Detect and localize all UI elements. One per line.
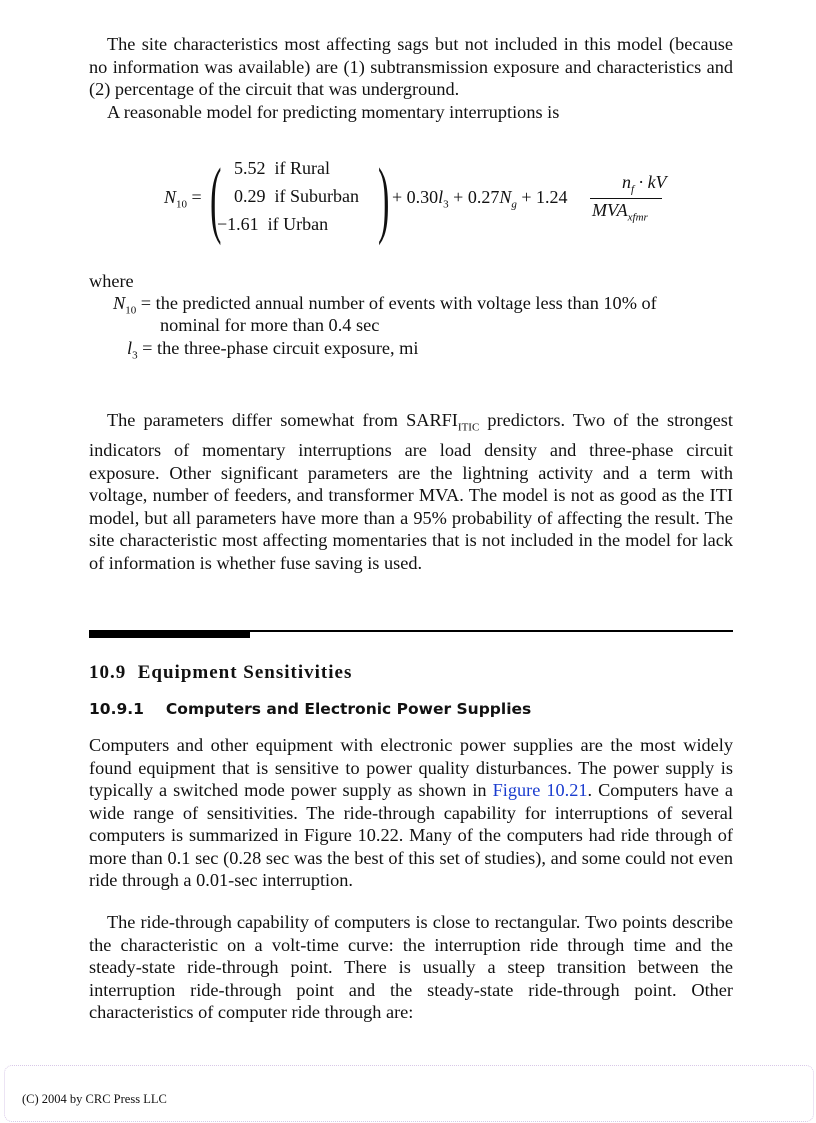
left-paren: ( [210,150,222,246]
right-paren: ) [378,150,390,246]
p4-after: . Computers have a wide range of sensitivities. The ride-through capability for interruptions of several computers is summarized in Figure 10.22. Many of the computers had ride through of more than 0.1 sec (0.28 sec was the best of this set of studies), and some could not even ride through a 0.01-sec interruption. [89,780,733,890]
eq-case-suburban: 0.29 if Suburban [234,186,359,206]
p4-before: Computers and other equipment with electronic power supplies are the most widely found equipment that is sensitive to power quality disturbances. The power supply is typically a switched mode power supply as shown in [89,735,733,800]
equation-n10 [160,150,690,250]
paragraph-ride-through: The ride-through capability of computers is close to rectangular. Two points describe the characteristic on a volt-time curve: the interruption ride through time and the steady-state ride-through point. There is usually a steep transition between the interruption ride-through point and the steady-state ride-through point. Other characteristics of computer ride through are: [89,912,733,1022]
section-heading [89,662,352,684]
fraction-bar [590,198,662,199]
eq-term3: + 1.24 [521,187,568,207]
p3-sub: ITIC [457,421,480,434]
def-text: = the predicted annual number of events with voltage less than 10% of [136,293,657,313]
eq-numerator-rest: · kV [634,172,667,192]
definition-n10-cont: nominal for more than 0.4 sec [160,315,380,335]
section-number: 10.9 [89,662,127,683]
eq-case-urban: −1.61 if Urban [217,214,329,234]
eq-lhs: N [164,187,177,207]
def-sub: 3 [132,349,138,362]
eq-numerator-sub: f [631,183,635,196]
paragraph-model-intro: A reasonable model for predicting momentary interruptions is [107,102,560,122]
def-text: = the three-phase circuit exposure, mi [137,338,419,358]
where-label: where [89,271,134,291]
def-sub: 10 [125,304,137,317]
definition-l3 [127,337,418,367]
eq-case-rural: 5.52 if Rural [234,158,330,178]
def-var: l [127,338,133,358]
paragraph-computers [89,734,733,892]
eq-term1-var: l [438,187,444,207]
subsection-number: 10.9.1 [89,700,144,718]
eq-term2: + 0.27 [453,187,500,207]
section-rule-accent [89,630,250,638]
eq-equals: = [191,187,202,207]
eq-lhs-sub: 10 [176,198,188,211]
copyright-footer: (C) 2004 by CRC Press LLC [22,1092,167,1106]
subsection-title: Computers and Electronic Power Supplies [165,700,532,718]
paragraph-sag-characteristics: The site characteristics most affecting sags but not included in this model (because no information was available) are (1) subtransmission exposure and characteristics and (2) percentage of the circuit that was underground. [89,34,733,99]
eq-numerator: n [622,172,631,192]
eq-denominator-sub: xfmr [627,211,648,224]
eq-denominator: MVA [592,200,628,220]
eq-term2-sub: g [511,198,517,211]
section-title: Equipment Sensitivities [137,662,353,683]
eq-term2-var: N [499,187,512,207]
figure-10-21-link[interactable]: Figure 10.21 [492,780,588,800]
p3-after: predictors. Two of the strongest indicators of momentary interruptions are load density and three-phase circuit exposure. Other significant parameters are the lightning activity and a term with voltage, number of feeders, and transformer MVA. The model is not as good as the ITI model, but all parameters have more than a 95% probability of affecting the result. The site characteristic most affecting momentaries that is not included in the model for lack of information is whether fuse saving is used. [89,410,733,573]
eq-term1-sub: 3 [443,198,449,211]
p3-before: The parameters differ somewhat from SARFI [107,410,458,430]
subsection-heading [89,700,531,718]
def-var: N [113,293,126,313]
eq-term1: + 0.30 [392,187,439,207]
paragraph-parameters [89,409,733,574]
